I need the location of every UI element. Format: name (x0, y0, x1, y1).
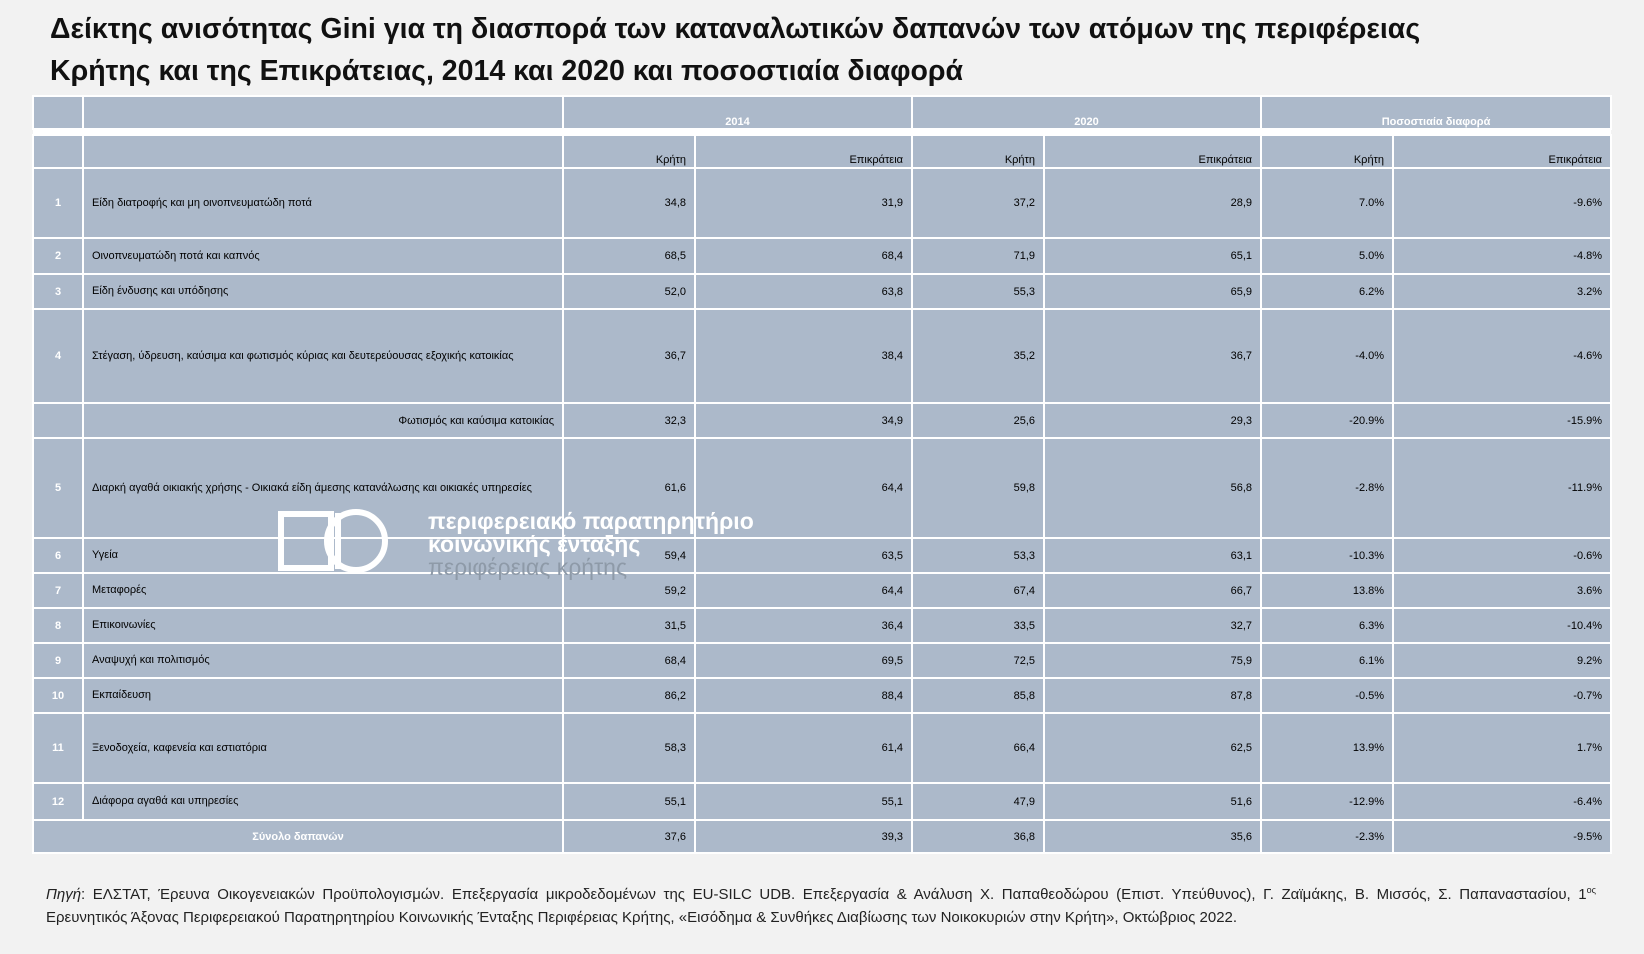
row-label: Αναψυχή και πολιτισμός (83, 643, 563, 678)
source-label: Πηγή (46, 886, 82, 903)
row-value: 33,5 (912, 608, 1044, 643)
total-value: 36,8 (912, 820, 1044, 853)
header-country-diff: Επικράτεια (1393, 135, 1611, 168)
row-value: 59,4 (563, 538, 695, 573)
watermark-line-3: περιφέρειας κρήτης (428, 554, 628, 580)
row-index: 4 (33, 309, 83, 403)
row-index: 10 (33, 678, 83, 713)
row-value: 37,2 (912, 168, 1044, 238)
table-row (33, 538, 1611, 573)
row-label: Είδη διατροφής και μη οινοπνευματώδη ποτά (83, 168, 563, 238)
row-label: Διαρκή αγαθά οικιακής χρήσης - Οικιακά είδη άμεσης κατανάλωσης και οικιακές υπηρεσίες (83, 438, 563, 538)
row-value: 6.2% (1261, 274, 1393, 309)
row-value: 38,4 (695, 309, 912, 403)
row-value: -10.4% (1393, 608, 1611, 643)
row-value: -15.9% (1393, 403, 1611, 438)
total-row (33, 820, 1611, 853)
row-label: Στέγαση, ύδρευση, καύσιμα και φωτισμός κύριας και δευτερεύουσας εξοχικής κατοικίας (83, 309, 563, 403)
table-row (33, 438, 1611, 538)
header-empty-label-2 (83, 135, 563, 168)
total-value: -2.3% (1261, 820, 1393, 853)
row-value: 52,0 (563, 274, 695, 309)
row-value: 36,7 (1044, 309, 1261, 403)
row-value: 3.2% (1393, 274, 1611, 309)
page-title (50, 8, 1610, 92)
row-value: 87,8 (1044, 678, 1261, 713)
header-country-2020: Επικράτεια (1044, 135, 1261, 168)
row-value: 71,9 (912, 238, 1044, 274)
table-row (33, 643, 1611, 678)
header-country-2014: Επικράτεια (695, 135, 912, 168)
row-label: Ξενοδοχεία, καφενεία και εστιατόρια (83, 713, 563, 783)
header-percent-diff: Ποσοστιαία διαφορά (1261, 96, 1611, 129)
row-index: 11 (33, 713, 83, 783)
row-label: Οινοπνευματώδη ποτά και καπνός (83, 238, 563, 274)
row-value: 28,9 (1044, 168, 1261, 238)
row-value: 25,6 (912, 403, 1044, 438)
row-value: 13.9% (1261, 713, 1393, 783)
header-row-regions (33, 135, 1611, 168)
row-value: 32,3 (563, 403, 695, 438)
row-value: 55,3 (912, 274, 1044, 309)
header-crete-diff: Κρήτη (1261, 135, 1393, 168)
table-row (33, 238, 1611, 274)
row-value: 72,5 (912, 643, 1044, 678)
total-value: 39,3 (695, 820, 912, 853)
row-label: Διάφορα αγαθά και υπηρεσίες (83, 783, 563, 820)
row-index: 9 (33, 643, 83, 678)
row-index: 2 (33, 238, 83, 274)
gini-table (32, 95, 1612, 854)
row-value: 69,5 (695, 643, 912, 678)
row-value: 13.8% (1261, 573, 1393, 608)
row-value: 47,9 (912, 783, 1044, 820)
table-row (33, 573, 1611, 608)
row-value: 31,5 (563, 608, 695, 643)
row-value: 68,4 (695, 238, 912, 274)
row-index: 8 (33, 608, 83, 643)
row-value: 29,3 (1044, 403, 1261, 438)
row-value: 88,4 (695, 678, 912, 713)
row-value: 62,5 (1044, 713, 1261, 783)
row-value: 1.7% (1393, 713, 1611, 783)
row-value: -9.6% (1393, 168, 1611, 238)
row-value: 86,2 (563, 678, 695, 713)
row-value: 35,2 (912, 309, 1044, 403)
row-value: -0.7% (1393, 678, 1611, 713)
row-index: 12 (33, 783, 83, 820)
row-value: 56,8 (1044, 438, 1261, 538)
table-row (33, 783, 1611, 820)
row-value: 9.2% (1393, 643, 1611, 678)
total-value: 37,6 (563, 820, 695, 853)
row-value: 31,9 (695, 168, 912, 238)
source-text-1: : ΕΛΣΤΑΤ, Έρευνα Οικογενειακών Προϋπολογισμών. Επεξεργασία μικροδεδομένων της EU-SILC UDB. Επεξεργασία & Ανάλυση Χ. Παπαθεοδώρου (Επιστ. Υπεύθυνος), Γ. Ζαϊμάκης, Β. Μισσός, Σ. Παπαναστασίου, 1 (81, 886, 1587, 903)
table-row (33, 274, 1611, 309)
row-value: -6.4% (1393, 783, 1611, 820)
header-empty-idx (33, 96, 83, 129)
watermark-line-2: κοινωνικής ένταξης (428, 531, 641, 557)
row-value: 53,3 (912, 538, 1044, 573)
title-line-2: Κρήτης και της Επικράτειας, 2014 και 2020 και ποσοστιαία διαφορά (50, 55, 964, 87)
row-label: Μεταφορές (83, 573, 563, 608)
table-row (33, 168, 1611, 238)
row-value: 61,4 (695, 713, 912, 783)
row-value: -4.8% (1393, 238, 1611, 274)
row-index: 1 (33, 168, 83, 238)
row-value: 3.6% (1393, 573, 1611, 608)
row-index: 7 (33, 573, 83, 608)
row-value: -4.6% (1393, 309, 1611, 403)
row-value: 75,9 (1044, 643, 1261, 678)
table-body (33, 96, 1611, 853)
row-value: 68,5 (563, 238, 695, 274)
row-value: 68,4 (563, 643, 695, 678)
total-value: -9.5% (1393, 820, 1611, 853)
row-value: 32,7 (1044, 608, 1261, 643)
row-value: 66,7 (1044, 573, 1261, 608)
header-crete-2020: Κρήτη (912, 135, 1044, 168)
row-index: 5 (33, 438, 83, 538)
row-value: 63,8 (695, 274, 912, 309)
row-value: 67,4 (912, 573, 1044, 608)
row-value: -12.9% (1261, 783, 1393, 820)
row-value: 55,1 (563, 783, 695, 820)
table-row (33, 608, 1611, 643)
row-value: 59,2 (563, 573, 695, 608)
row-value: 59,8 (912, 438, 1044, 538)
row-label: Φωτισμός και καύσιμα κατοικίας (83, 403, 563, 438)
row-value: -4.0% (1261, 309, 1393, 403)
row-label: Είδη ένδυσης και υπόδησης (83, 274, 563, 309)
header-row-years (33, 96, 1611, 129)
row-value: -2.8% (1261, 438, 1393, 538)
row-index: 3 (33, 274, 83, 309)
row-value: 36,4 (695, 608, 912, 643)
row-value: 51,6 (1044, 783, 1261, 820)
source-superscript: ος (1586, 885, 1596, 895)
title-line-1: Δείκτης ανισότητας Gini για τη διασπορά των καταναλωτικών δαπανών των ατόμων της περιφέρειας (50, 13, 1421, 45)
row-label: Υγεία (83, 538, 563, 573)
total-label: Σύνολο δαπανών (33, 820, 563, 853)
source-note (46, 879, 1596, 929)
row-value: -0.6% (1393, 538, 1611, 573)
row-value: 34,8 (563, 168, 695, 238)
row-value: -11.9% (1393, 438, 1611, 538)
row-value: -0.5% (1261, 678, 1393, 713)
row-value: 55,1 (695, 783, 912, 820)
row-value: 6.1% (1261, 643, 1393, 678)
row-label: Επικοινωνίες (83, 608, 563, 643)
row-value: 36,7 (563, 309, 695, 403)
row-value: 65,9 (1044, 274, 1261, 309)
row-value: 6.3% (1261, 608, 1393, 643)
row-value: 64,4 (695, 438, 912, 538)
row-value: -20.9% (1261, 403, 1393, 438)
table-row (33, 309, 1611, 403)
row-index (33, 403, 83, 438)
header-empty-idx-2 (33, 135, 83, 168)
header-crete-2014: Κρήτη (563, 135, 695, 168)
watermark-line-1: περιφερειακό παρατηρητήριο (428, 508, 754, 534)
table-row (33, 713, 1611, 783)
row-index: 6 (33, 538, 83, 573)
table-row (33, 678, 1611, 713)
source-text-2: Ερευνητικός Άξονας Περιφερειακού Παρατηρητηρίου Κοινωνικής Ένταξης Περιφέρειας Κρήτης, «Εισόδημα & Συνθήκες Διαβίωσης των Νοικοκυριών στην Κρήτη», Οκτώβριος 2022. (46, 909, 1238, 926)
row-value: 64,4 (695, 573, 912, 608)
row-value: -10.3% (1261, 538, 1393, 573)
row-value: 7.0% (1261, 168, 1393, 238)
row-value: 5.0% (1261, 238, 1393, 274)
total-value: 35,6 (1044, 820, 1261, 853)
table-row (33, 403, 1611, 438)
header-year-2014: 2014 (563, 96, 912, 129)
header-empty-label (83, 96, 563, 129)
row-value: 63,5 (695, 538, 912, 573)
gini-table-container (32, 95, 1610, 854)
row-value: 65,1 (1044, 238, 1261, 274)
row-label: Εκπαίδευση (83, 678, 563, 713)
row-value: 61,6 (563, 438, 695, 538)
row-value: 58,3 (563, 713, 695, 783)
header-year-2020: 2020 (912, 96, 1261, 129)
row-value: 63,1 (1044, 538, 1261, 573)
row-value: 66,4 (912, 713, 1044, 783)
row-value: 34,9 (695, 403, 912, 438)
row-value: 85,8 (912, 678, 1044, 713)
